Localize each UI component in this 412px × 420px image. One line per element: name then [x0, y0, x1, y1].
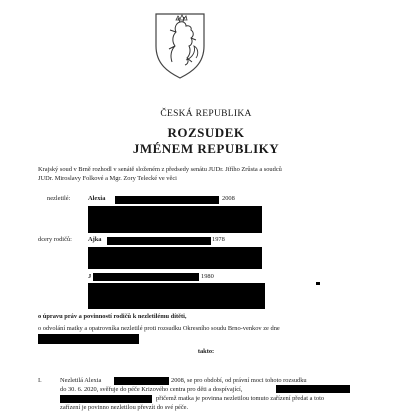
- country-name: ČESKÁ REPUBLIKA: [160, 109, 252, 119]
- redaction-block: [276, 385, 350, 393]
- mother-year: 1978: [212, 236, 225, 243]
- document-title: ROZSUDEK: [167, 125, 245, 140]
- subject-line-2: o odvolání matky a opatrovníka nezletilé proti rozsudku Okresního soudu Brno-venkov ze dne: [38, 325, 280, 332]
- redaction-block: [93, 273, 199, 281]
- shield-outline: [156, 14, 204, 78]
- document-subtitle: JMÉNEM REPUBLIKY: [132, 141, 280, 156]
- verdict-line-4: zařízení je povinno nezletilou převzít do své péče.: [60, 404, 189, 411]
- minor-label: nezletilé:: [47, 195, 71, 202]
- verdict-line-1a: Nezletilá Alexia: [60, 377, 102, 384]
- takto-heading: takto:: [197, 348, 215, 355]
- mother-name: Ajka: [88, 236, 102, 243]
- intro-line-1: Krajský soud v Brně rozhodl v senátě složeném z předsedy senátu JUDr. Jiřího Zrůsta a soudců: [38, 166, 282, 173]
- redaction-block: [88, 206, 262, 233]
- minor-year: 2008: [222, 195, 235, 202]
- verdict-number: I.: [38, 377, 42, 384]
- verdict-line-2: do 30. 6. 2020, svěřuje do péče Krizového centra pro děti a dospívající,: [60, 386, 243, 393]
- stray-mark: [316, 282, 320, 285]
- redaction-block: [88, 247, 262, 269]
- subject-line-1: o úpravu práv a povinností rodičů k nezletilému dítěti,: [38, 313, 187, 320]
- redaction-block: [115, 196, 219, 204]
- intro-line-2: JUDr. Miroslavy Folkové a Mgr. Zory Telecké ve věci: [38, 175, 177, 182]
- redaction-block: [114, 377, 169, 385]
- state-emblem: [150, 8, 210, 80]
- minor-name: Alexia: [88, 195, 106, 202]
- mother-label: dcery rodičů:: [38, 236, 72, 243]
- verdict-line-1b: 2008, se pro období, od právní moci tohoto rozsudku: [171, 377, 307, 384]
- redaction-block: [107, 237, 211, 245]
- verdict-line-3: přičemž matka je povinna nezletilou tomuto zařízení předat a toto: [156, 395, 325, 402]
- redaction-block: [60, 395, 152, 403]
- redaction-block: [88, 283, 265, 309]
- father-initial: J: [88, 273, 92, 280]
- father-year: 1980: [201, 273, 214, 280]
- redaction-block: [38, 334, 139, 344]
